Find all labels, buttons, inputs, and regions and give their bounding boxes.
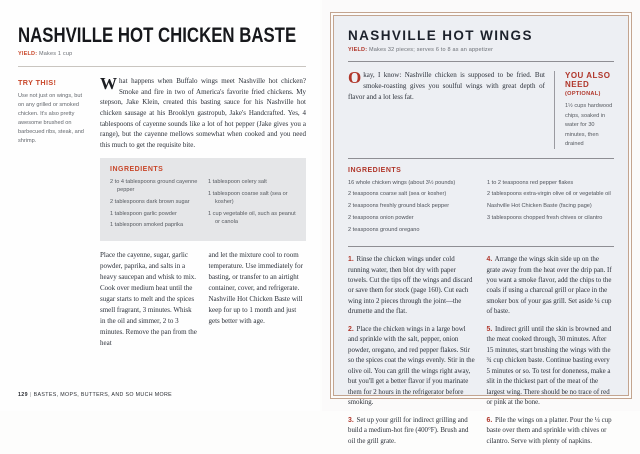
step-2 (348, 325, 476, 409)
ingredient-item: 2 tablespoons dark brown sugar (110, 199, 190, 206)
step-number: 2. (348, 325, 354, 333)
ingredient-item: 2 teaspoons freshly ground black pepper (348, 203, 450, 210)
right-yield-line (348, 47, 614, 53)
step-4 (487, 255, 615, 318)
step-number: 3. (348, 416, 354, 424)
right-intro-paragraph (348, 70, 545, 150)
you-also-need-heading: YOU ALSO NEED (565, 71, 611, 89)
left-page (0, 0, 320, 411)
right-page-inner (333, 15, 629, 445)
step-text: Indirect grill until the skin is browned and the meat cooked through, 30 minutes. After 15 minutes, start brushing the wings with the ¾ cup chicken baste. Continue basting every 5 minutes or so. To test for doneness, make a slit in the thickest part of the meat of the largest wing. There should be no trace of red or pink at the bone. (486, 325, 612, 407)
step-number: 6. (486, 416, 493, 424)
left-ingredients-col2 (208, 178, 296, 233)
right-ingredients-col1 (348, 179, 475, 239)
footer-separator: | (29, 392, 32, 398)
right-ingredients-heading: INGREDIENTS (348, 166, 402, 174)
ingredient-item: 2 tablespoons extra-virgin olive oil or vegetable oil (487, 191, 611, 198)
ingredient-item: Nashville Hot Chicken Baste (facing page) (487, 203, 592, 210)
steps-col2 (487, 255, 615, 454)
step-text: Pile the wings on a platter. Pour the ¼ cup baste over them and sprinkle with chives or cilantro. Serve with plenty of napkins. (486, 416, 612, 445)
yield-label: YIELD: (348, 47, 368, 53)
left-ingredients-box (100, 158, 306, 241)
left-yield-line (18, 51, 306, 57)
step-number: 1. (348, 256, 354, 264)
left-intro-text: hat happens when Buffalo wings meet Nashville hot chicken? Smoke and fire in two of America's favorite fried chickens. My stepson, Jake Klein, created this basting sauce for his Nashville hot chicken sausage at his Brooklyn gastropub, Jake's Handcrafted. Yes, 4 tablespoons of cayenne sounds like a lot of hot pepper (Jake gives you a range), but the cayenne mellows somewhat when cooked and you need this much to get the requisite bite. (100, 77, 306, 149)
left-main-column (100, 76, 306, 349)
ingredient-item: 16 whole chicken wings (about 3½ pounds) (348, 179, 456, 186)
try-this-sidebar (18, 76, 87, 349)
step-number: 5. (486, 325, 493, 333)
step-number: 4. (486, 256, 493, 264)
right-intro-row (348, 70, 614, 150)
steps-columns (348, 255, 614, 454)
left-dropcap: W (100, 74, 117, 93)
left-page-title: NASHVILLE HOT CHICKEN BASTE (18, 24, 297, 48)
step-text: Rinse the chicken wings under cold running water, then blot dry with paper towels. Cut the tips off the wings and discard or save them for stock (page 160). Cut each wing into 2 pieces through the joint—the drumette and the flat. (348, 256, 473, 316)
ingredient-item: 1 cup vegetable oil, such as peanut or canola (208, 210, 296, 225)
yield-label: YIELD: (18, 51, 38, 57)
steps-col1 (348, 255, 476, 454)
left-ingredients-columns (110, 178, 296, 233)
step-1 (348, 255, 476, 318)
ingredient-item: 1 tablespoon smoked paprika (110, 222, 184, 229)
method-paragraph-1: Place the cayenne, sugar, garlic powder, paprika, and salts in a heavy saucepan and whisk to mix. Cook over medium heat until the sugar starts to melt and the spices smell fragrant, 3 minutes. Whisk in the oil and simmer, 2 to 3 minutes. Remove the pan from the heat (100, 250, 197, 348)
try-this-body: Use not just on wings, but on any grilled or smoked chicken. It's also pretty awesome brushed on barbecued ribs, steak, and shrimp. (18, 93, 84, 144)
ingredient-item: 2 teaspoons coarse salt (sea or kosher) (348, 191, 447, 198)
ingredient-item: 1 tablespoon celery salt (208, 179, 267, 186)
you-also-need-subheading: (OPTIONAL) (565, 91, 601, 97)
left-divider-rule (18, 66, 306, 67)
right-page-title: NASHVILLE HOT WINGS (348, 28, 533, 43)
ingredient-item: 1 tablespoon garlic powder (110, 210, 177, 217)
ingredient-item: 2 teaspoons onion powder (348, 215, 414, 222)
right-page (322, 0, 640, 445)
left-intro-paragraph (100, 76, 306, 150)
right-ingredients-col2 (487, 179, 614, 239)
chapter-title: BASTES, MOPS, BUTTERS, AND SO MUCH MORE (33, 392, 173, 398)
right-intro-text: kay, I know: Nashville chicken is supposed to be fried. But smoke-roasting gives you soulful wings with great depth of flavor and a lot less fat. (348, 71, 545, 101)
step-text: Place the chicken wings in a large bowl and sprinkle with the salt, pepper, onion powder, oregano, and red pepper flakes. Stir so the spices coat the wings evenly. Stir in the olive oil. You can grill the wings right away, but you'll get a better flavor if you marinate them for 2 hours in the refrigerator before smoking. (348, 325, 475, 407)
right-dropcap: O (348, 68, 362, 87)
right-divider-rule (348, 158, 614, 159)
you-also-need-sidebar (565, 70, 614, 150)
ingredient-item: 1 tablespoon coarse salt (sea or kosher) (208, 190, 288, 206)
yield-value: Makes 1 cup (38, 51, 73, 57)
left-ingredients-heading: INGREDIENTS (110, 166, 164, 174)
step-3 (348, 416, 476, 447)
left-page-footer (18, 392, 172, 398)
right-divider-rule (348, 61, 614, 62)
ingredient-item: 1 to 2 teaspoons red pepper flakes (487, 179, 574, 186)
right-ingredients-section (348, 167, 614, 239)
page-number: 129 (18, 392, 28, 398)
step-6 (487, 416, 615, 447)
ingredient-item: 3 tablespoons chopped fresh chives or cilantro (487, 215, 603, 222)
try-this-heading: TRY THIS! (18, 78, 57, 87)
left-method-columns (100, 250, 306, 349)
step-5 (487, 325, 615, 409)
left-columns (18, 76, 306, 349)
left-ingredients-col1 (110, 178, 198, 233)
yield-value: Makes 32 pieces; serves 6 to 8 as an appetizer (368, 47, 494, 53)
step-text: Arrange the wings skin side up on the grate away from the heat over the drip pan. If you want a smoke flavor, add the chips to the coals if using a charcoal grill or place in the smoker box of your gas grill. Set aside ¼ cup of baste. (486, 256, 612, 316)
ingredient-item: 2 teaspoons ground oregano (348, 227, 420, 234)
method-paragraph-2: and let the mixture cool to room temperature. Use immediately for basting, or transfer to an airtight container, cover, and refrigerate. Nashville Hot Chicken Baste will keep for up to 1 month and just gets better with age. (208, 250, 303, 326)
right-page-frame (330, 12, 632, 445)
step-text: Set up your grill for indirect grilling and build a medium-hot fire (400°F). Brush and oil the grill grate. (348, 416, 469, 445)
ingredient-item: 2 to 4 tablespoons ground cayenne pepper (110, 179, 198, 194)
right-ingredients-columns (348, 179, 614, 239)
you-also-need-body: 1½ cups hardwood chips, soaked in water for 30 minutes, then drained (565, 103, 613, 147)
vertical-divider (554, 71, 555, 149)
right-divider-rule (348, 246, 614, 247)
